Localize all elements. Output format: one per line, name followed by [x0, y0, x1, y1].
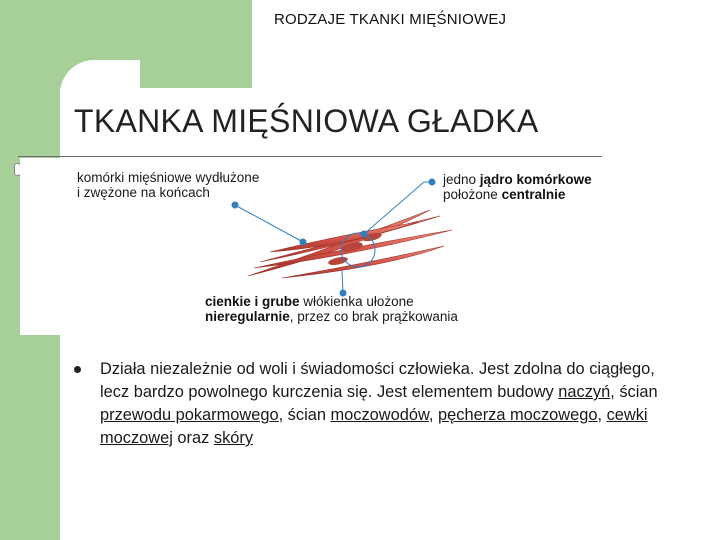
title-divider	[18, 156, 602, 157]
label-nucleus	[443, 172, 592, 202]
label-cell-shape-line2: i zwężone na końcach	[77, 185, 210, 200]
label-cell-shape	[77, 170, 259, 200]
link-naczyn[interactable]: naczyń	[558, 383, 611, 401]
slide-header: RODZAJE TKANKI MIĘŚNIOWEJ	[274, 11, 507, 28]
link-skory[interactable]: skóry	[213, 429, 254, 447]
link-przewodu-pokarmowego[interactable]: przewodu pokarmowego	[100, 406, 279, 424]
link-cewki-moczowej[interactable]: cewki moczowej	[100, 406, 648, 447]
link-moczowodow[interactable]: moczowodów	[330, 406, 429, 424]
label-fibrils	[205, 294, 458, 324]
label-nucleus-line2: położone centralnie	[443, 187, 566, 202]
label-cell-shape-line1: komórki mięśniowe wydłużone	[77, 170, 260, 185]
label-fibrils-line1: cienkie i grube włókienka ułożone	[205, 294, 414, 309]
link-pecherza-moczowego[interactable]: pęcherza moczowego	[438, 406, 598, 424]
label-fibrils-line2: nieregularnie, przez co brak prążkowania	[205, 309, 458, 324]
smooth-muscle-cells	[248, 210, 452, 278]
description-paragraph: Działa niezależnie od woli i świadomości człowieka. Jest zdolna do ciągłego, lecz bardzo powolnego kurczenia się. Jest elementem budowy naczyń, ścian przewodu pokarmowego, ścian moczowodów, pęcherza moczowego, cewki moczowej oraz skóry	[100, 360, 658, 447]
slide-title: TKANKA MIĘŚNIOWA GŁADKA	[74, 103, 539, 139]
label-nucleus-line1: jedno jądro komórkowe	[443, 172, 592, 187]
smooth-muscle-figure	[20, 158, 605, 335]
bullet-marker	[74, 366, 81, 373]
